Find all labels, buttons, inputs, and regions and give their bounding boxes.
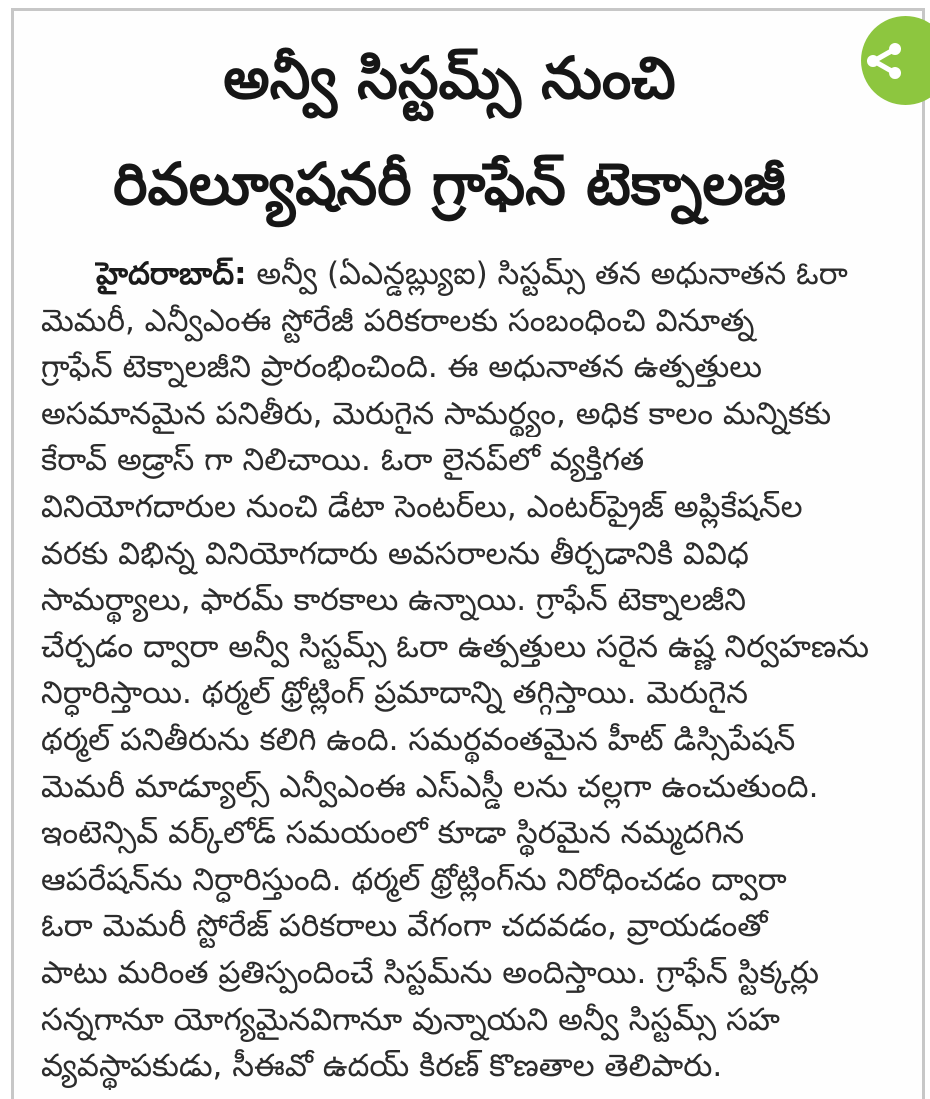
body-line: మెమరీ మాడ్యూల్స్ ఎన్వీఎంఈ ఎస్ఎస్డీ లను చల్లగా ఉంచుతుంది. [41, 768, 819, 805]
body-line [41, 251, 898, 298]
body-line: ఆపరేషన్‌ను నిర్ధారిస్తుంది. థర్మల్ థ్రోట్లింగ్‌ను నిరోధించడం ద్వారా [41, 861, 787, 898]
body-line: నిర్ధారిస్తాయి. థర్మల్ థ్రోట్లింగ్ ప్రమాదాన్ని తగ్గిస్తాయి. మెరుగైన [41, 675, 749, 712]
body-line: సన్నగానూ యోగ్యమైనవిగానూ వున్నాయని అన్వీ సిస్టమ్స్ సహ [41, 1001, 780, 1038]
article-frame [11, 8, 925, 1099]
dateline: హైదరాబాద్: [96, 256, 247, 292]
body-line: ఇంటెన్సివ్ వర్క్‌లోడ్ సమయంలో కూడా స్థిరమైన నమ్మదగిన [41, 815, 745, 852]
body-line: మెమరీ, ఎన్వీఎంఈ స్టోరేజీ పరికరాలకు సంబంధించి వినూత్న [41, 302, 755, 339]
share-icon [861, 38, 907, 84]
article-body [41, 251, 898, 1090]
body-line: వరకు విభిన్న వినియోగదారు అవసరాలను తీర్చడానికి వివిధ [41, 535, 749, 572]
body-line: వినియోగదారుల నుంచి డేటా సెంటర్‌లు, ఎంటర్‌ప్రైజ్ అప్లికేషన్‌ల [41, 488, 803, 525]
body-line: వ్యవస్థాపకుడు, సీఈవో ఉదయ్ కిరణ్ కొణతాల తెలిపారు. [41, 1048, 723, 1085]
body-line: కేరావ్ అడ్రాస్ గా నిలిచాయి. ఓరా లైనప్‌లో వ్యక్తిగత [41, 442, 645, 479]
article-headline [41, 25, 898, 237]
body-line: సామర్థ్యాలు, ఫారమ్ కారకాలు ఉన్నాయి. గ్రాఫేన్ టెక్నాలజీని [41, 582, 747, 619]
body-line: చేర్చడం ద్వారా అన్వీ సిస్టమ్స్ ఓరా ఉత్పత్తులు సరైన ఉష్ణ నిర్వహణను [41, 628, 869, 665]
body-line: అసమానమైన పనితీరు, మెరుగైన సామర్థ్యం, అధిక కాలం మన్నికకు [41, 395, 832, 432]
body-line: పాటు మరింత ప్రతిస్పందించే సిస్టమ్‌ను అందిస్తాయి. గ్రాఫేన్ స్టిక్కర్లు [41, 954, 819, 991]
article-content [14, 11, 922, 1099]
body-line: థర్మల్ పనితీరును కలిగి ఉంది. సమర్థవంతమైన హీట్ డిస్సిపేషన్ [41, 721, 796, 758]
headline-line-2: రివల్యూషనరీ గ్రాఫేన్ టెక్నాలజీ [113, 150, 786, 218]
body-line: గ్రాఫేన్ టెక్నాలజీని ప్రారంభించింది. ఈ అధునాతన ఉత్పత్తులు [41, 349, 762, 386]
headline-line-1: అన్వీ సిస్టమ్స్ నుంచి [223, 44, 676, 112]
body-line: ఓరా మెమరీ స్టోరేజ్ పరికరాలు వేగంగా చదవడం, వ్రాయడంతో [41, 908, 768, 945]
body-line-text: అన్వీ (ఏఎన్డబ్ల్యుఐ) సిస్టమ్స్ తన అధునాతన ఓరా [256, 256, 848, 292]
